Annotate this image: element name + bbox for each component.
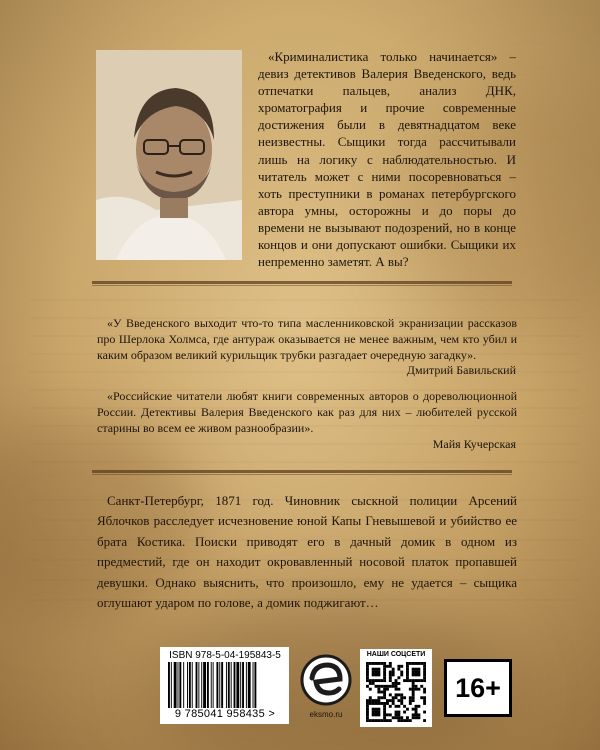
divider bbox=[92, 281, 512, 284]
author-photo bbox=[96, 50, 242, 260]
eksmo-logo bbox=[298, 652, 354, 724]
review-author: Дмитрий Бавильский bbox=[406, 363, 516, 377]
age-rating-badge: 16+ bbox=[444, 659, 512, 717]
synopsis-text: Санкт-Петербург, 1871 год. Чиновник сыскной полиции Арсений Яблочков расследует исчезновение юной Капы Гневышевой и убийство ее брата Костика. Поиски приводят его в дачный домик в одном из предместий, где он находит окровавленный носовой платок пропавшей девушки. Однако выяснить, что произошло, ему не удается – сыщика оглушают ударом по голове, а домик поджигают… bbox=[97, 493, 517, 611]
barcode-bars bbox=[166, 662, 284, 708]
isbn-number: ISBN 978-5-04-195843-5 bbox=[169, 650, 281, 661]
review-author: Майя Кучерская bbox=[432, 437, 516, 451]
eksmo-logo-icon bbox=[298, 652, 354, 708]
isbn-barcode bbox=[160, 647, 289, 724]
publisher-site: eksmo.ru bbox=[309, 710, 343, 719]
qr-code-icon bbox=[366, 662, 426, 722]
barcode-digits: 9 785041 958435 > bbox=[174, 708, 276, 720]
social-title: НАШИ СОЦСЕТИ bbox=[366, 651, 426, 658]
review-quote: «У Введенского выходит что-то типа масленниковской экранизации рассказов про Шерлока Холмса, где антураж оказывается не менее важным, чем кто убил и каким образом великий курильщик трубки разгадает очередную загадку». bbox=[97, 316, 517, 363]
divider bbox=[92, 470, 512, 473]
social-qr[interactable] bbox=[360, 649, 432, 727]
review-quote: «Российские читатели любят книги современных авторов о дореволюционной России. Детективы Валерия Введенского как раз для них – любителей русской старины во всем ее живом разнообразии». bbox=[97, 389, 517, 436]
annotation-text: «Криминалистика только начинается» – девиз детективов Валерия Введенского, ведь отпечатки пальцев, анализ ДНК, хроматография и прочие современные достижения были в девятнадцатом веке неизвестны. Сыщики тогда рассчитывали лишь на логику с наблюдательностью. И читатель может с ними посоревноваться – хоть преступники в романах петербургского автора умны, осторожны и до поры до времени не вызывают подозрений, но в конце концов и они допускают ошибки. Сыщики их непременно заметят. А вы? bbox=[258, 49, 516, 270]
